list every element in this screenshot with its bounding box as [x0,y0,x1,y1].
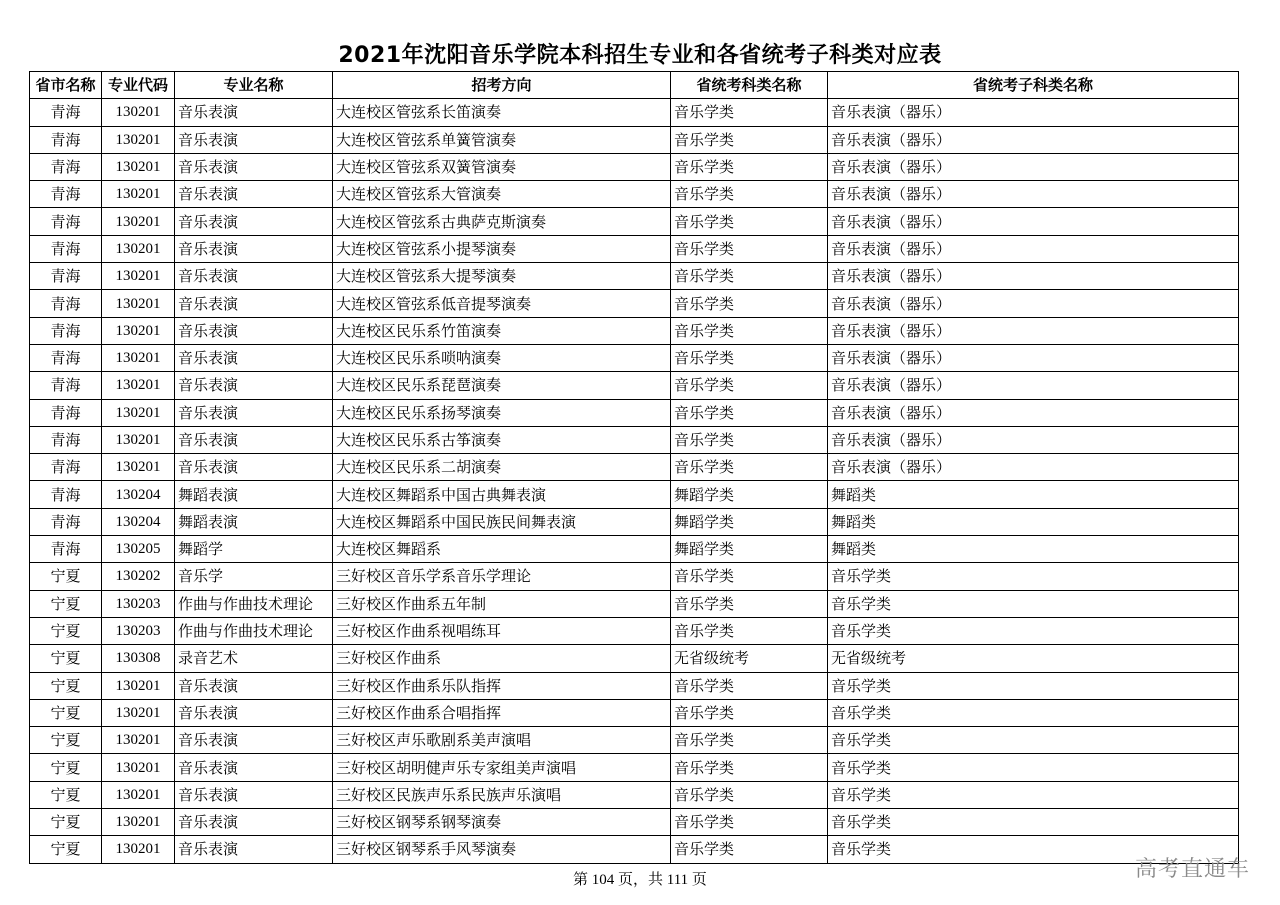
cell-exam-subcategory: 音乐学类 [828,563,1239,590]
cell-direction: 大连校区管弦系低音提琴演奏 [333,290,671,317]
cell-exam-category: 音乐学类 [671,208,828,235]
cell-major-name: 音乐学 [175,563,333,590]
cell-province: 青海 [30,344,102,371]
cell-major-name: 舞蹈学 [175,536,333,563]
table-body [30,99,1239,863]
cell-major-name: 音乐表演 [175,126,333,153]
cell-major-name: 音乐表演 [175,181,333,208]
cell-exam-subcategory: 音乐学类 [828,754,1239,781]
cell-major-name: 作曲与作曲技术理论 [175,617,333,644]
cell-major-name: 音乐表演 [175,426,333,453]
cell-major-code: 130201 [102,399,175,426]
table-row [30,235,1239,262]
header-major-code: 专业代码 [102,72,175,99]
page-footer: 第 104 页，共 111 页 [573,872,707,888]
cell-direction: 三好校区作曲系五年制 [333,590,671,617]
cell-exam-category: 音乐学类 [671,426,828,453]
cell-exam-category: 音乐学类 [671,344,828,371]
cell-exam-subcategory: 音乐学类 [828,590,1239,617]
table-row [30,263,1239,290]
cell-exam-category: 音乐学类 [671,590,828,617]
table-row [30,754,1239,781]
cell-exam-category: 音乐学类 [671,727,828,754]
table-header-row [30,72,1239,99]
cell-exam-subcategory: 音乐学类 [828,781,1239,808]
header-direction: 招考方向 [333,72,671,99]
cell-exam-category: 音乐学类 [671,809,828,836]
cell-exam-category: 舞蹈学类 [671,508,828,535]
cell-direction: 大连校区管弦系长笛演奏 [333,99,671,126]
cell-major-code: 130201 [102,317,175,344]
cell-province: 青海 [30,126,102,153]
cell-major-code: 130308 [102,645,175,672]
cell-exam-subcategory: 音乐表演（器乐） [828,317,1239,344]
table-row [30,344,1239,371]
table-row [30,508,1239,535]
table-row [30,563,1239,590]
cell-province: 宁夏 [30,781,102,808]
cell-major-name: 音乐表演 [175,372,333,399]
cell-major-name: 音乐表演 [175,454,333,481]
cell-major-name: 音乐表演 [175,399,333,426]
cell-direction: 大连校区管弦系双簧管演奏 [333,153,671,180]
cell-exam-subcategory: 音乐表演（器乐） [828,99,1239,126]
cell-exam-category: 音乐学类 [671,563,828,590]
cell-direction: 大连校区民乐系唢呐演奏 [333,344,671,371]
cell-exam-category: 音乐学类 [671,99,828,126]
cell-exam-subcategory: 音乐表演（器乐） [828,235,1239,262]
cell-province: 宁夏 [30,699,102,726]
table-row [30,617,1239,644]
cell-exam-subcategory: 音乐表演（器乐） [828,181,1239,208]
table-row [30,126,1239,153]
cell-province: 青海 [30,290,102,317]
cell-major-name: 音乐表演 [175,699,333,726]
cell-province: 青海 [30,508,102,535]
cell-province: 青海 [30,536,102,563]
cell-major-name: 音乐表演 [175,317,333,344]
cell-exam-category: 音乐学类 [671,672,828,699]
cell-direction: 大连校区民乐系二胡演奏 [333,454,671,481]
cell-province: 宁夏 [30,727,102,754]
table-row [30,399,1239,426]
header-exam-category: 省统考科类名称 [671,72,828,99]
cell-major-name: 音乐表演 [175,727,333,754]
cell-exam-subcategory: 音乐表演（器乐） [828,208,1239,235]
table-row [30,208,1239,235]
cell-province: 宁夏 [30,590,102,617]
table-row [30,781,1239,808]
cell-major-code: 130203 [102,617,175,644]
cell-major-name: 录音艺术 [175,645,333,672]
cell-province: 青海 [30,454,102,481]
table-row [30,590,1239,617]
cell-exam-subcategory: 音乐学类 [828,699,1239,726]
cell-major-code: 130201 [102,426,175,453]
cell-exam-category: 音乐学类 [671,317,828,344]
cell-major-code: 130201 [102,181,175,208]
cell-major-code: 130201 [102,809,175,836]
cell-direction: 大连校区管弦系大管演奏 [333,181,671,208]
cell-exam-subcategory: 音乐表演（器乐） [828,153,1239,180]
cell-major-name: 音乐表演 [175,99,333,126]
cell-province: 宁夏 [30,754,102,781]
table-row [30,99,1239,126]
table-row [30,426,1239,453]
cell-direction: 大连校区管弦系大提琴演奏 [333,263,671,290]
table-row [30,317,1239,344]
cell-exam-subcategory: 音乐表演（器乐） [828,263,1239,290]
cell-exam-category: 舞蹈学类 [671,481,828,508]
cell-exam-subcategory: 舞蹈类 [828,481,1239,508]
table-row [30,672,1239,699]
cell-exam-subcategory: 音乐学类 [828,617,1239,644]
cell-exam-category: 音乐学类 [671,181,828,208]
cell-exam-category: 音乐学类 [671,235,828,262]
cell-direction: 大连校区管弦系古典萨克斯演奏 [333,208,671,235]
cell-province: 青海 [30,481,102,508]
cell-province: 青海 [30,426,102,453]
document-title: 2021年沈阳音乐学院本科招生专业和各省统考子科类对应表 [338,43,942,68]
cell-major-code: 130201 [102,126,175,153]
cell-major-code: 130201 [102,727,175,754]
cell-direction: 大连校区管弦系单簧管演奏 [333,126,671,153]
cell-exam-subcategory: 音乐表演（器乐） [828,126,1239,153]
cell-province: 青海 [30,372,102,399]
cell-exam-category: 音乐学类 [671,454,828,481]
cell-direction: 三好校区作曲系视唱练耳 [333,617,671,644]
cell-exam-category: 音乐学类 [671,754,828,781]
cell-province: 宁夏 [30,645,102,672]
cell-major-name: 舞蹈表演 [175,481,333,508]
cell-major-code: 130201 [102,344,175,371]
admissions-table [29,71,1239,864]
cell-direction: 大连校区舞蹈系 [333,536,671,563]
cell-exam-subcategory: 音乐表演（器乐） [828,454,1239,481]
table-row [30,699,1239,726]
cell-major-code: 130201 [102,263,175,290]
cell-major-code: 130201 [102,372,175,399]
cell-province: 青海 [30,399,102,426]
cell-exam-category: 音乐学类 [671,399,828,426]
cell-exam-subcategory: 音乐表演（器乐） [828,372,1239,399]
cell-direction: 大连校区民乐系竹笛演奏 [333,317,671,344]
cell-major-name: 音乐表演 [175,672,333,699]
cell-major-name: 音乐表演 [175,836,333,863]
cell-major-code: 130205 [102,536,175,563]
cell-exam-subcategory: 音乐学类 [828,836,1239,863]
cell-direction: 大连校区民乐系古筝演奏 [333,426,671,453]
cell-province: 宁夏 [30,672,102,699]
header-exam-subcategory: 省统考子科类名称 [828,72,1239,99]
cell-exam-category: 音乐学类 [671,372,828,399]
cell-direction: 三好校区民族声乐系民族声乐演唱 [333,781,671,808]
cell-province: 青海 [30,99,102,126]
watermark: 高考直通车 [1134,857,1250,882]
cell-exam-category: 音乐学类 [671,617,828,644]
cell-direction: 三好校区作曲系合唱指挥 [333,699,671,726]
cell-direction: 三好校区作曲系乐队指挥 [333,672,671,699]
cell-direction: 大连校区舞蹈系中国民族民间舞表演 [333,508,671,535]
cell-exam-subcategory: 音乐学类 [828,727,1239,754]
cell-major-code: 130201 [102,781,175,808]
cell-major-code: 130201 [102,836,175,863]
cell-major-name: 音乐表演 [175,208,333,235]
cell-direction: 三好校区声乐歌剧系美声演唱 [333,727,671,754]
cell-exam-subcategory: 音乐表演（器乐） [828,344,1239,371]
cell-direction: 三好校区音乐学系音乐学理论 [333,563,671,590]
cell-direction: 大连校区民乐系琵琶演奏 [333,372,671,399]
cell-province: 青海 [30,153,102,180]
table-row [30,727,1239,754]
table-row [30,290,1239,317]
cell-direction: 三好校区钢琴系手风琴演奏 [333,836,671,863]
cell-province: 青海 [30,263,102,290]
cell-direction: 三好校区作曲系 [333,645,671,672]
cell-province: 青海 [30,181,102,208]
cell-direction: 大连校区管弦系小提琴演奏 [333,235,671,262]
header-major-name: 专业名称 [175,72,333,99]
cell-major-code: 130201 [102,699,175,726]
cell-exam-category: 音乐学类 [671,781,828,808]
cell-province: 青海 [30,208,102,235]
cell-exam-category: 音乐学类 [671,699,828,726]
cell-exam-category: 音乐学类 [671,153,828,180]
cell-major-code: 130201 [102,454,175,481]
cell-major-name: 音乐表演 [175,754,333,781]
cell-exam-subcategory: 舞蹈类 [828,536,1239,563]
cell-major-name: 作曲与作曲技术理论 [175,590,333,617]
cell-major-code: 130203 [102,590,175,617]
cell-exam-category: 音乐学类 [671,290,828,317]
cell-major-code: 130202 [102,563,175,590]
cell-major-code: 130201 [102,153,175,180]
cell-major-code: 130201 [102,99,175,126]
table-row [30,481,1239,508]
cell-major-name: 音乐表演 [175,153,333,180]
cell-exam-subcategory: 音乐表演（器乐） [828,399,1239,426]
cell-province: 宁夏 [30,563,102,590]
cell-exam-subcategory: 无省级统考 [828,645,1239,672]
cell-major-code: 130201 [102,290,175,317]
table-row [30,153,1239,180]
table-row [30,181,1239,208]
table-row [30,809,1239,836]
cell-province: 宁夏 [30,617,102,644]
cell-major-name: 音乐表演 [175,263,333,290]
cell-direction: 大连校区舞蹈系中国古典舞表演 [333,481,671,508]
cell-direction: 三好校区胡明健声乐专家组美声演唱 [333,754,671,781]
header-province: 省市名称 [30,72,102,99]
cell-direction: 三好校区钢琴系钢琴演奏 [333,809,671,836]
table-container [29,71,1239,864]
cell-major-name: 音乐表演 [175,781,333,808]
cell-province: 宁夏 [30,836,102,863]
cell-province: 宁夏 [30,809,102,836]
cell-major-code: 130201 [102,208,175,235]
table-row [30,536,1239,563]
cell-exam-subcategory: 音乐表演（器乐） [828,426,1239,453]
cell-major-code: 130201 [102,754,175,781]
table-row [30,372,1239,399]
table-row [30,836,1239,863]
cell-major-code: 130204 [102,508,175,535]
cell-major-code: 130201 [102,672,175,699]
cell-province: 青海 [30,235,102,262]
cell-major-name: 音乐表演 [175,809,333,836]
cell-major-name: 音乐表演 [175,290,333,317]
cell-exam-subcategory: 音乐学类 [828,672,1239,699]
cell-province: 青海 [30,317,102,344]
cell-exam-subcategory: 音乐学类 [828,809,1239,836]
cell-exam-category: 音乐学类 [671,263,828,290]
cell-exam-category: 音乐学类 [671,836,828,863]
cell-major-code: 130201 [102,235,175,262]
cell-major-name: 舞蹈表演 [175,508,333,535]
cell-major-name: 音乐表演 [175,344,333,371]
cell-exam-category: 无省级统考 [671,645,828,672]
table-row [30,645,1239,672]
cell-major-code: 130204 [102,481,175,508]
cell-exam-category: 音乐学类 [671,126,828,153]
cell-direction: 大连校区民乐系扬琴演奏 [333,399,671,426]
cell-exam-subcategory: 舞蹈类 [828,508,1239,535]
cell-exam-category: 舞蹈学类 [671,536,828,563]
cell-exam-subcategory: 音乐表演（器乐） [828,290,1239,317]
table-row [30,454,1239,481]
cell-major-name: 音乐表演 [175,235,333,262]
